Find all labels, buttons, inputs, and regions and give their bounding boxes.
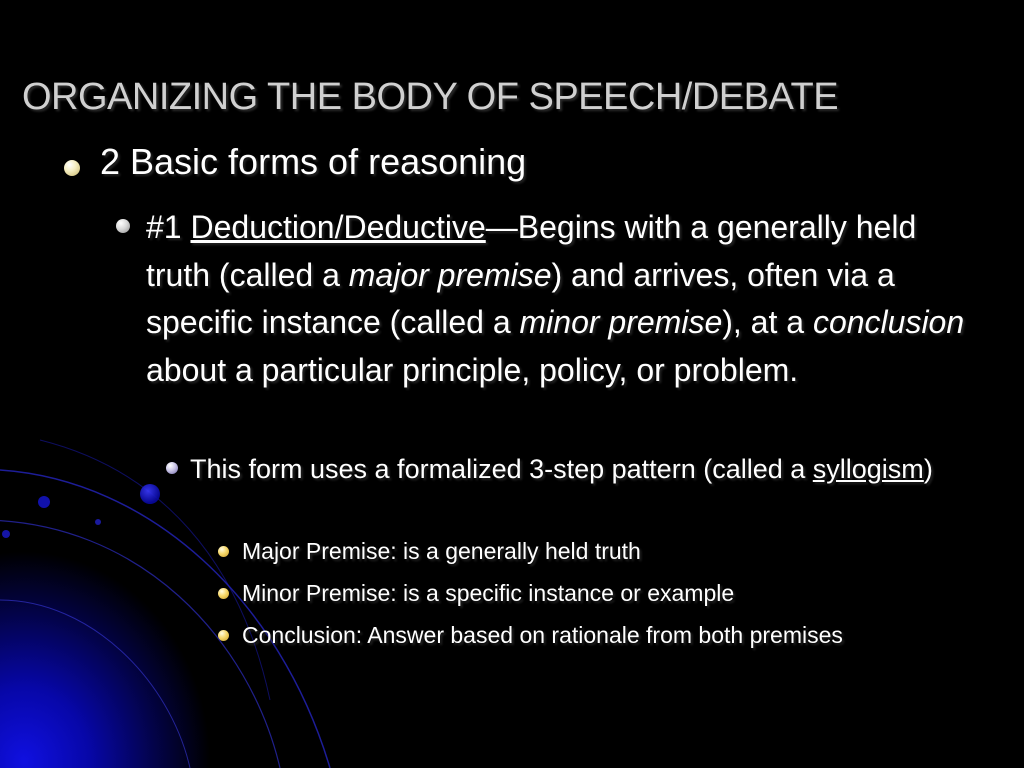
bullet-level1-text: 2 Basic forms of reasoning: [100, 141, 527, 182]
round-bullet-icon: [166, 462, 178, 474]
round-bullet-icon: [218, 546, 229, 557]
term-major-premise: major premise: [348, 256, 552, 293]
bullet-level1: [100, 139, 1000, 185]
term-syllogism: syllogism: [812, 454, 924, 484]
definition-part2: ) and arrives, often via a specific instance (called a: [146, 256, 895, 340]
term-minor-premise: minor premise: [519, 304, 723, 340]
list-item: Minor Premise: is a specific instance or example: [242, 580, 735, 606]
term-conclusion: conclusion: [812, 304, 965, 340]
bullet-level3: [190, 450, 970, 488]
pattern-text: This form uses a formalized 3-step pattern (called a: [190, 454, 813, 484]
slide-title: ORGANIZING THE BODY OF SPEECH/DEBATE: [22, 76, 839, 118]
definition-part3: ), at a: [722, 304, 813, 340]
definition-part4: about a particular principle, policy, or problem.: [146, 351, 799, 388]
round-bullet-icon: [218, 630, 229, 641]
round-bullet-icon: [218, 588, 229, 599]
bullet-level2: [146, 204, 986, 394]
pattern-close: ): [923, 454, 933, 484]
list-item: Major Premise: is a generally held truth: [242, 538, 641, 564]
list-item: Conclusion: Answer based on rationale from both premises: [242, 622, 843, 648]
bullet-prefix: #1: [146, 209, 191, 245]
term-deduction: Deduction/Deductive: [190, 209, 486, 245]
round-bullet-icon: [64, 160, 80, 176]
round-bullet-icon: [116, 219, 130, 233]
definition-part1: —Begins with a generally held truth (called a: [146, 209, 917, 293]
